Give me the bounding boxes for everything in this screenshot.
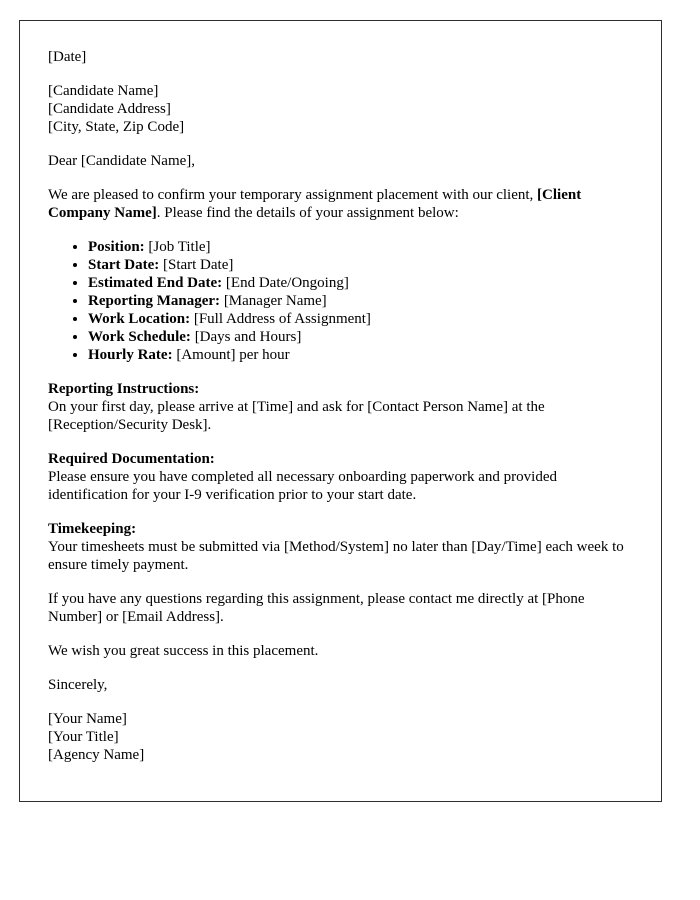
detail-item-start-date <box>88 256 633 274</box>
detail-item-work-location <box>88 310 633 328</box>
section-reporting-instructions <box>48 380 633 434</box>
detail-label: Position: <box>88 239 145 255</box>
detail-value: [Full Address of Assignment] <box>190 311 371 327</box>
detail-value: [Job Title] <box>144 239 211 255</box>
intro-text-start: We are pleased to confirm your temporary assignment placement with our client, <box>48 187 538 203</box>
signature-block <box>48 710 633 764</box>
recipient-city-line: [City, State, Zip Code] <box>48 119 185 135</box>
section-body: On your first day, please arrive at [Time] and ask for [Contact Person Name] at the [Reception/Security Desk]. <box>48 399 545 433</box>
detail-value: [Days and Hours] <box>190 329 302 345</box>
detail-value: [Manager Name] <box>220 293 327 309</box>
detail-item-work-schedule <box>88 328 633 346</box>
assignment-details-list <box>48 238 633 364</box>
detail-value: [Amount] per hour <box>172 347 290 363</box>
signature-agency-line: [Agency Name] <box>48 747 145 763</box>
recipient-address-line: [Candidate Address] <box>48 101 171 117</box>
section-required-documentation <box>48 450 633 504</box>
signature-title-line: [Your Title] <box>48 729 119 745</box>
section-heading: Reporting Instructions: <box>48 381 200 397</box>
detail-item-reporting-manager <box>88 292 633 310</box>
detail-item-hourly-rate <box>88 346 633 364</box>
detail-label: Estimated End Date: <box>88 275 223 291</box>
recipient-block <box>48 82 633 136</box>
section-heading: Timekeeping: <box>48 521 137 537</box>
intro-text-end: . Please find the details of your assignment below: <box>156 205 459 221</box>
detail-value: [Start Date] <box>159 257 234 273</box>
detail-label: Reporting Manager: <box>88 293 221 309</box>
section-body: Please ensure you have completed all necessary onboarding paperwork and provided identification for your I-9 verification prior to your start date. <box>48 469 557 503</box>
client-company-placeholder: [Client Company Name] <box>48 187 582 221</box>
section-timekeeping <box>48 520 633 574</box>
intro-paragraph <box>48 186 633 222</box>
detail-item-end-date <box>88 274 633 292</box>
detail-value: [End Date/Ongoing] <box>222 275 349 291</box>
detail-label: Work Schedule: <box>88 329 191 345</box>
detail-label: Work Location: <box>88 311 191 327</box>
contact-paragraph: If you have any questions regarding this assignment, please contact me directly at [Phone Number] or [Email Address]. <box>48 591 585 625</box>
signature-name-line: [Your Name] <box>48 711 127 727</box>
section-body: Your timesheets must be submitted via [Method/System] no later than [Day/Time] each week to ensure timely payment. <box>48 539 624 573</box>
signoff: Sincerely, <box>48 677 108 693</box>
recipient-name-line: [Candidate Name] <box>48 83 159 99</box>
detail-label: Hourly Rate: <box>88 347 173 363</box>
wish-paragraph: We wish you great success in this placement. <box>48 643 319 659</box>
detail-item-position <box>88 238 633 256</box>
letter-page <box>19 20 662 802</box>
section-heading: Required Documentation: <box>48 451 215 467</box>
detail-label: Start Date: <box>88 257 160 273</box>
date-line: [Date] <box>48 49 87 65</box>
salutation: Dear [Candidate Name], <box>48 153 196 169</box>
